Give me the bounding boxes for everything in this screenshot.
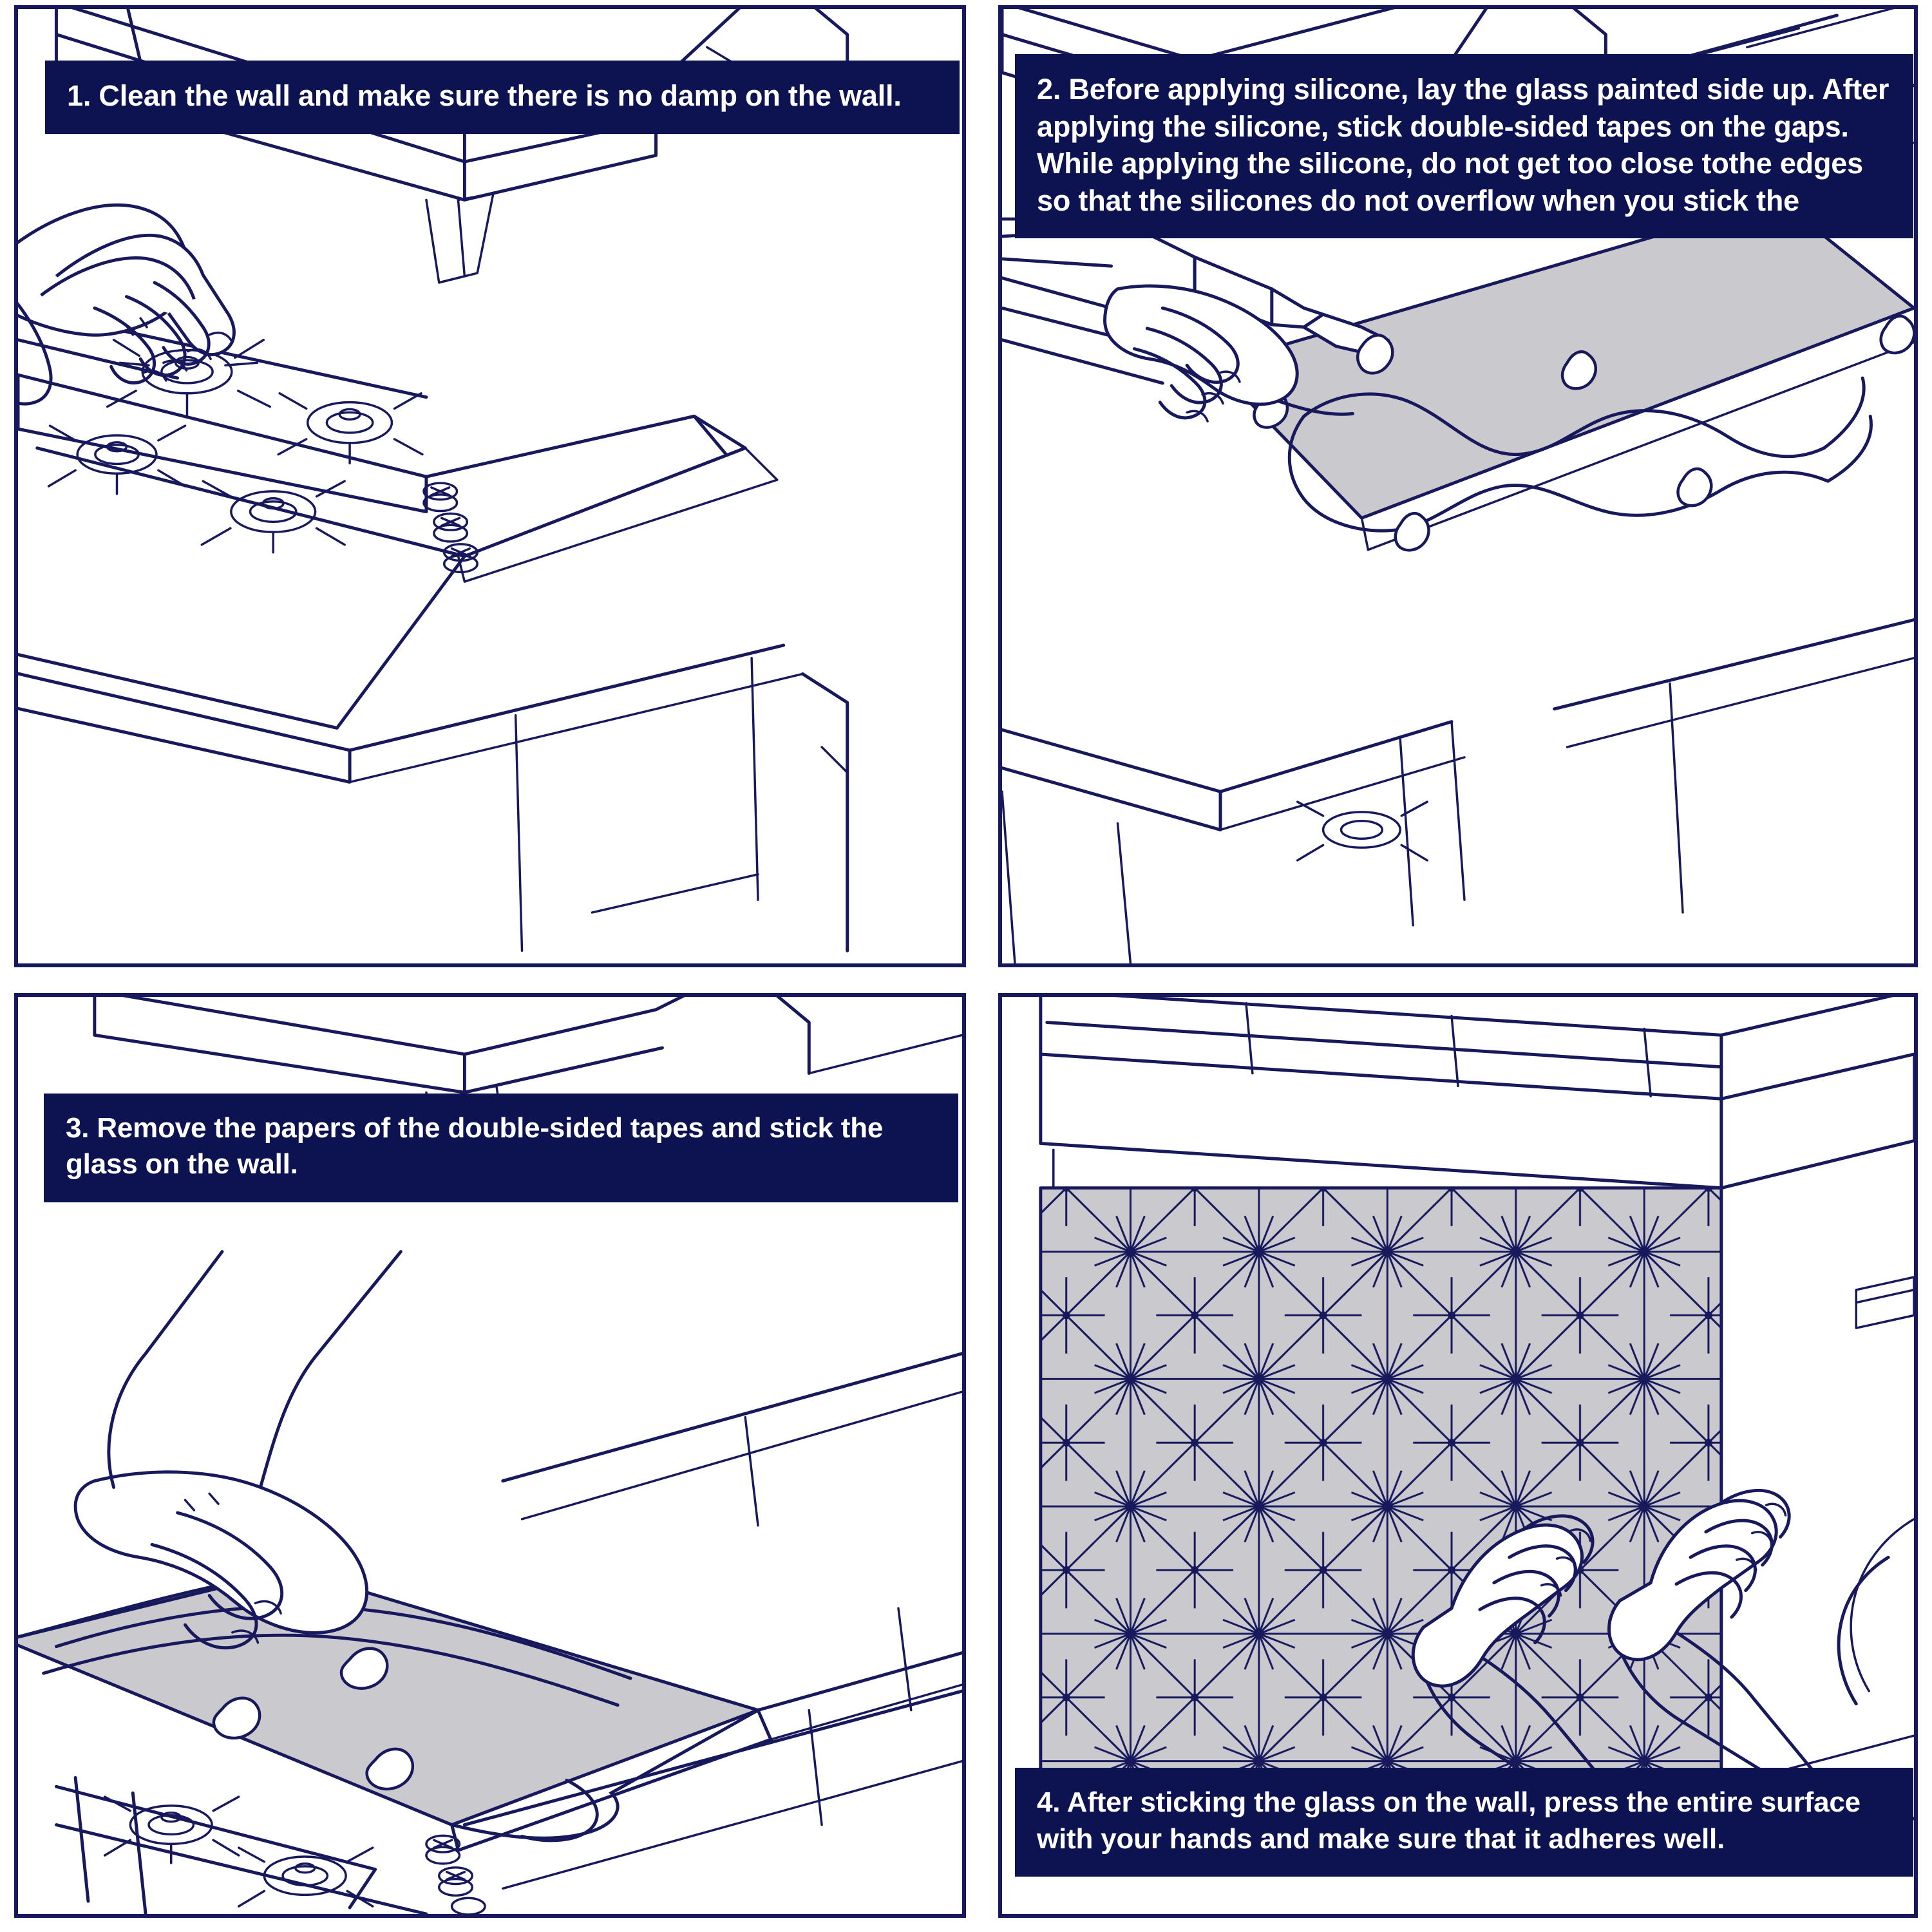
panel-step-4 — [985, 985, 1932, 1932]
panel-1-frame — [14, 5, 966, 967]
panel-1-caption: 1. Clean the wall and make sure there is no damp on the wall. — [45, 61, 960, 134]
panel-4-caption: 4. After sticking the glass on the wall, press the entire surface with your hands and make sure that it adheres well. — [1015, 1768, 1913, 1877]
panel-4-frame — [998, 993, 1918, 1918]
panel-1-artwork — [18, 9, 962, 963]
panel-3-frame — [14, 993, 966, 1918]
panel-3-caption: 3. Remove the papers of the double-sided tapes and stick the glass on the wall. — [44, 1094, 958, 1202]
panel-step-1 — [0, 0, 985, 985]
panel-step-3 — [0, 985, 985, 1932]
panel-2-frame — [998, 5, 1918, 967]
panel-2-caption: 2. Before applying silicone, lay the glass painted side up. After applying the silicone, stick double-sided tapes on the gaps. While applying the silicone, do not get too close tothe edges so that the silicones do not overflow when you stick the — [1015, 54, 1913, 238]
panel-step-2 — [985, 0, 1932, 985]
